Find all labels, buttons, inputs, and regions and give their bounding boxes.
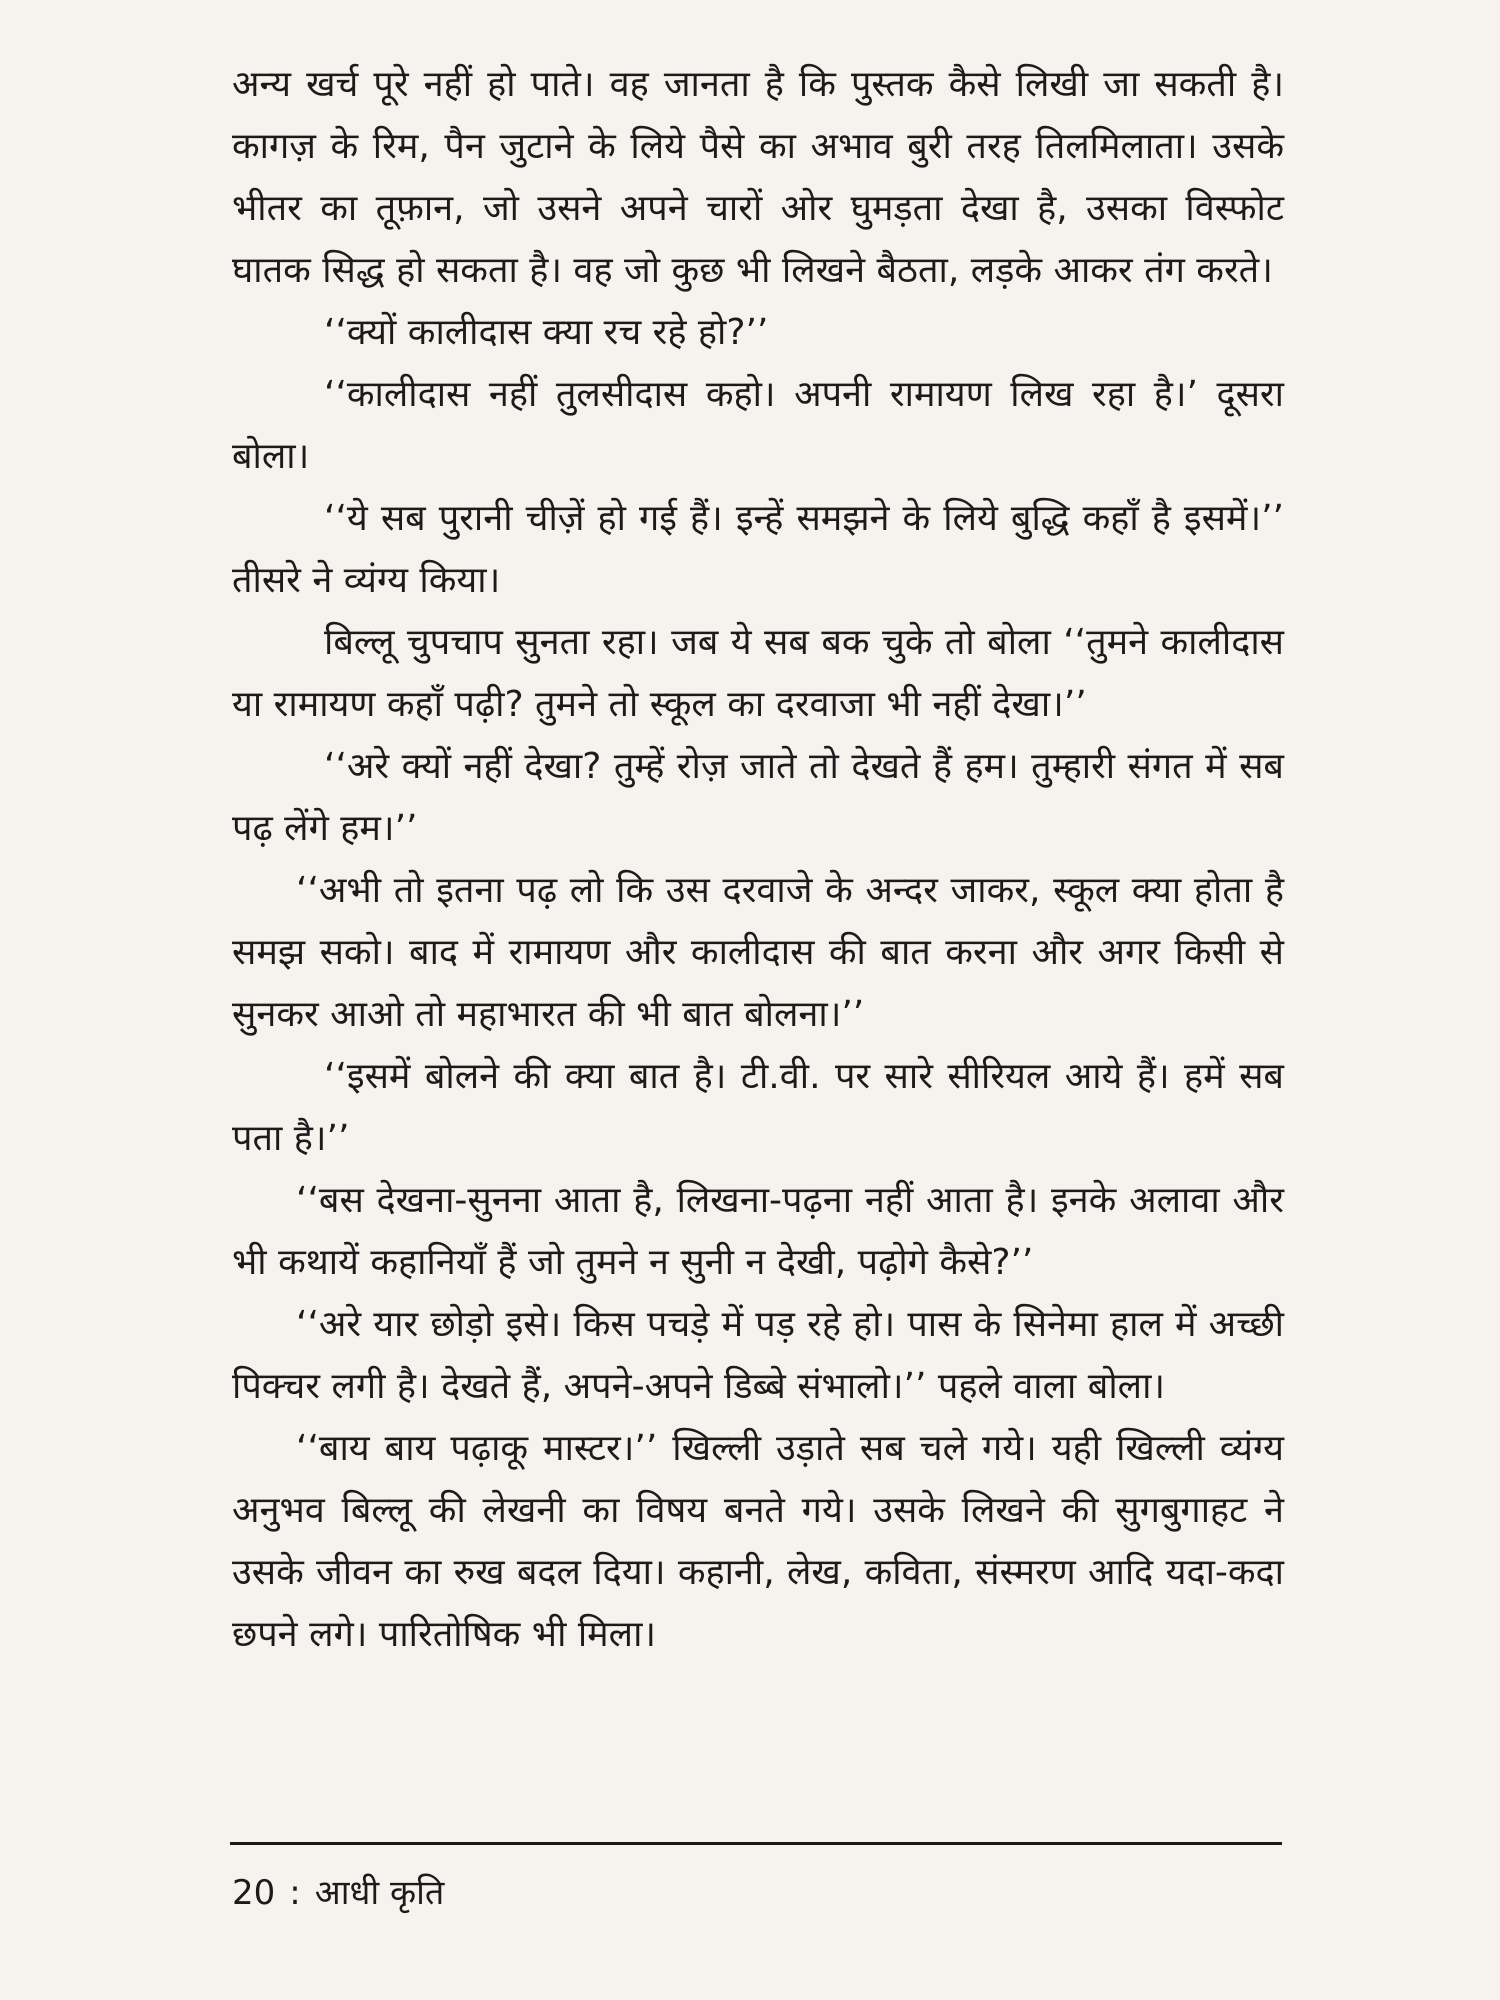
body-text [232,54,1284,1666]
paragraph: ‘‘अरे यार छोड़ो इसे। किस पचड़े में पड़ रहे हो। पास के सिनेमा हाल में अच्छी पिक्चर लगी है। देखते हैं, अपने-अपने डिब्बे संभालो।’’ पहले वाला बोला। [232,1304,1284,1407]
paragraph: अन्य खर्च पूरे नहीं हो पाते। वह जानता है कि पुस्तक कैसे लिखी जा सकती है। कागज़ के रिम, पैन जुटाने के लिये पैसे का अभाव बुरी तरह तिलमिलाता। उसके भीतर का तूफ़ान, जो उसने अपने चारों ओर घुमड़ता देखा है, उसका विस्फोट घातक सिद्ध हो सकता है। वह जो कुछ भी लिखने बैठता, लड़के आकर तंग करते। [232,64,1284,291]
paragraph: ‘‘इसमें बोलने की क्या बात है। टी.वी. पर सारे सीरियल आये हैं। हमें सब पता है।’’ [232,1056,1284,1159]
paragraph: ‘‘बस देखना-सुनना आता है, लिखना-पढ़ना नहीं आता है। इनके अलावा और भी कथायें कहानियाँ हैं जो तुमने न सुनी न देखी, पढ़ोगे कैसे?’’ [232,1180,1284,1283]
paragraph: ‘‘अभी तो इतना पढ़ लो कि उस दरवाजे के अन्दर जाकर, स्कूल क्या होता है समझ सको। बाद में रामायण और कालीदास की बात करना और अगर किसी से सुनकर आओ तो महाभारत की भी बात बोलना।’’ [232,870,1284,1035]
paragraph: ‘‘क्यों कालीदास क्या रच रहे हो?’’ [324,312,769,353]
paragraph: ‘‘बाय बाय पढ़ाकू मास्टर।’’ खिल्ली उड़ाते सब चले गये। यही खिल्ली व्यंग्य अनुभव बिल्लू की लेखनी का विषय बनते गये। उसके लिखने की सुगबुगाहट ने उसके जीवन का रुख बदल दिया। कहानी, लेख, कविता, संस्मरण आदि यदा-कदा छपने लगे। पारितोषिक भी मिला। [232,1428,1284,1655]
footer-separator: : [289,1873,301,1913]
page-footer [232,1868,444,1914]
paragraph: ‘‘अरे क्यों नहीं देखा? तुम्हें रोज़ जाते तो देखते हैं हम। तुम्हारी संगत में सब पढ़ लेंगे हम।’’ [232,746,1284,849]
paragraph: बिल्लू चुपचाप सुनता रहा। जब ये सब बक चुके तो बोला ‘‘तुमने कालीदास या रामायण कहाँ पढ़ी? तुमने तो स्कूल का दरवाजा भी नहीं देखा।’’ [232,622,1284,725]
paragraph: ‘‘कालीदास नहीं तुलसीदास कहो। अपनी रामायण लिख रहा है।’ दूसरा बोला। [232,374,1284,477]
paragraph: ‘‘ये सब पुरानी चीज़ें हो गई हैं। इन्हें समझने के लिये बुद्धि कहाँ है इसमें।’’ तीसरे ने व्यंग्य किया। [232,498,1284,601]
book-title: आधी कृति [314,1873,445,1913]
footer-divider [230,1842,1282,1845]
page-number: 20 [232,1873,276,1913]
